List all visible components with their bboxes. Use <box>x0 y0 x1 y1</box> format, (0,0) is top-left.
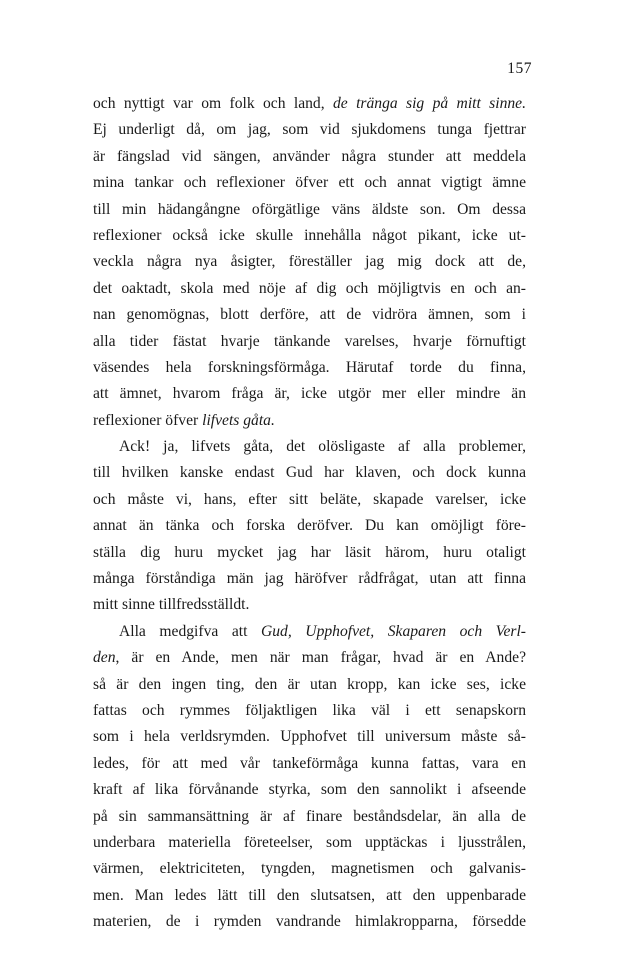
text-segment: på sin sammansättning är af finare beståndsdelar, än alla de <box>93 807 526 825</box>
text-line <box>93 329 526 355</box>
text-segment: ledes, för att med vår tankeförmåga kunna fattas, vara en <box>93 754 526 772</box>
text-line <box>93 513 526 539</box>
text-line <box>93 592 526 618</box>
text-line <box>93 302 526 328</box>
text-segment: fattas och rymmes följaktligen lika väl i ett senapskorn <box>93 701 526 719</box>
text-line <box>93 144 526 170</box>
text-segment: veckla några nya åsigter, föreställer jag mig dock att de, <box>93 253 526 271</box>
text-segment: Alla medgifva att <box>119 622 261 640</box>
text-line <box>93 751 526 777</box>
text-line <box>93 698 526 724</box>
body-text <box>93 91 526 936</box>
text-segment: som i hela verldsrymden. Upphofvet till universum måste så- <box>93 728 526 746</box>
text-segment: men. Man ledes lätt till den slutsatsen, att den uppenbarade <box>93 886 526 904</box>
text-line <box>93 645 526 671</box>
text-segment: är fängslad vid sängen, använder några stunder att meddela <box>93 147 526 165</box>
text-segment: och nyttigt var om folk och land, <box>93 95 333 112</box>
text-segment: väsendes hela forskningsförmåga. Härutaf torde du finna, <box>93 358 526 376</box>
text-line <box>93 91 526 117</box>
text-segment: , är en Ande, men när man frågar, hvad är en Ande? <box>115 649 526 667</box>
text-segment: många förståndiga män jag häröfver rådfrågat, utan att finna <box>93 570 526 588</box>
text-segment: Ej underligt då, om jag, som vid sjukdomens tunga fjettrar <box>93 121 526 139</box>
text-segment: alla tider fästat hvarje tänkande varelses, hvarje förnuftigt <box>93 332 526 350</box>
text-line <box>93 724 526 750</box>
text-segment: Ack! ja, lifvets gåta, det olösligaste af alla problemer, <box>119 438 526 456</box>
text-segment: värmen, elektriciteten, tyngden, magnetismen och galvanis- <box>93 860 526 878</box>
text-line <box>93 672 526 698</box>
text-line <box>93 540 526 566</box>
text-line <box>93 487 526 513</box>
text-segment: till hvilken kanske endast Gud har klaven, och dock kunna <box>93 464 526 482</box>
text-segment: till min hädangångne oförgätlige väns äldste son. Om dessa <box>93 200 526 218</box>
text-line <box>93 408 526 434</box>
text-line <box>93 856 526 882</box>
italic-text-segment: Gud, Upphofvet, Skaparen och Verl- <box>261 622 526 640</box>
text-line <box>93 619 526 645</box>
text-line <box>93 355 526 381</box>
text-line <box>93 197 526 223</box>
text-line <box>93 223 526 249</box>
text-line <box>93 777 526 803</box>
text-line <box>93 249 526 275</box>
text-line <box>93 883 526 909</box>
text-segment: annat än tänka och forska deröfver. Du kan omöjligt före- <box>93 517 526 535</box>
text-line <box>93 117 526 143</box>
text-line <box>93 170 526 196</box>
text-line <box>93 830 526 856</box>
page-number: 157 <box>507 60 532 77</box>
text-line <box>93 460 526 486</box>
text-line <box>93 434 526 460</box>
italic-text-segment: de tränga sig på mitt sinne. <box>333 95 526 112</box>
text-segment: ställa dig huru mycket jag har läsit härom, huru otaligt <box>93 543 526 561</box>
text-line <box>93 276 526 302</box>
text-segment: det oaktadt, skola med nöje af dig och möjligtvis en och an- <box>93 279 526 297</box>
text-line <box>93 909 526 935</box>
text-line <box>93 566 526 592</box>
text-segment: underbara materiella företeelser, som upptäckas i ljusstrålen, <box>93 833 526 851</box>
text-segment: mitt sinne tillfredsställdt. <box>93 596 250 614</box>
text-line <box>93 804 526 830</box>
text-segment: kraft af lika förvånande styrka, som den sannolikt i afseende <box>93 781 526 799</box>
italic-text-segment: den <box>93 649 116 667</box>
italic-text-segment: lifvets gåta. <box>202 411 275 429</box>
text-segment: mina tankar och reflexioner öfver ett och annat vigtigt ämne <box>93 174 526 192</box>
text-segment: reflexioner också icke skulle innehålla något pikant, icke ut- <box>93 226 526 244</box>
text-segment: så är den ingen ting, den är utan kropp, kan icke ses, icke <box>93 675 526 693</box>
text-segment: att ämnet, hvarom fråga är, icke utgör mer eller mindre än <box>93 385 526 403</box>
text-segment: reflexioner öfver <box>93 411 203 429</box>
text-line <box>93 381 526 407</box>
text-segment: materien, de i rymden vandrande himlakropparna, försedde <box>93 913 526 931</box>
text-segment: och måste vi, hans, efter sitt beläte, skapade varelser, icke <box>93 490 526 508</box>
text-segment: nan genomögnas, blott derföre, att de vidröra ämnen, som i <box>93 306 526 324</box>
